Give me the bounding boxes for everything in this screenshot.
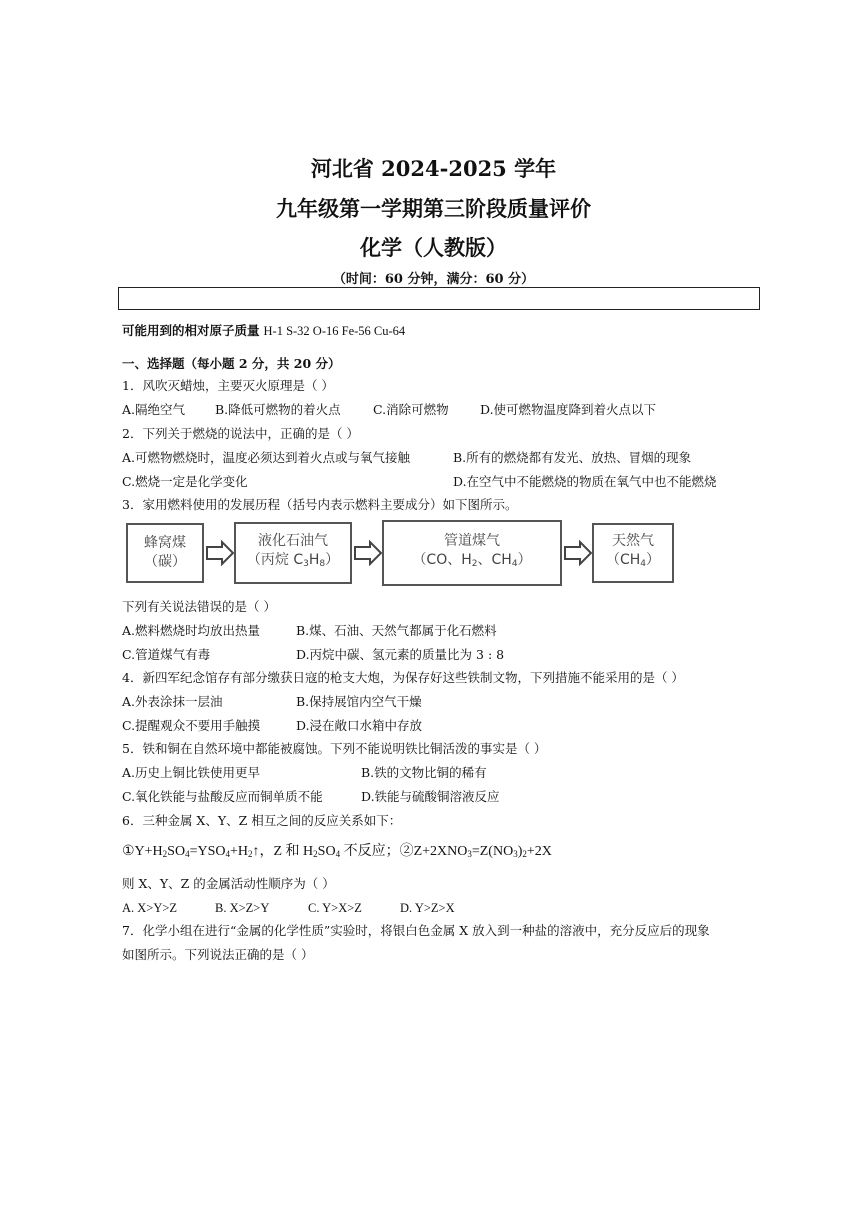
atomic-masses-values: H-1 S-32 O-16 Fe-56 Cu-64: [263, 324, 406, 338]
arrow-right-icon: [354, 540, 382, 566]
fuel-composition: $(CH_4)$: [605, 552, 661, 569]
q4-stem: 4．新四军纪念馆存有部分缴获日寇的枪支大炮，为保存好这些铁制文物，下列措施不能采用的是（ ）: [122, 670, 684, 685]
q3-option-c: C.管道煤气有毒: [122, 647, 211, 662]
q6-option-d: D. Y>Z>X: [400, 901, 455, 915]
q1-option-c: C.消除可燃物: [373, 402, 449, 417]
arrow-right-icon: [206, 540, 234, 566]
q7-stem-line2: 如图所示。下列说法正确的是（ ）: [122, 947, 314, 962]
student-info-box: [118, 287, 760, 310]
q6-sub-stem: 则 X、Y、Z 的金属活动性顺序为（ ）: [122, 876, 335, 891]
q4-option-b: B.保持展馆内空气干燥: [296, 694, 422, 709]
q3-option-d: D.丙烷中碳、氢元素的质量比为 3 : 8: [296, 647, 505, 662]
q2-option-c: C.燃烧一定是化学变化: [122, 474, 248, 489]
q3-stem: 3．家用燃料使用的发展历程（括号内表示燃料主要成分）如下图所示。: [122, 497, 518, 512]
q3-sub-stem: 下列有关说法错误的是（ ）: [122, 599, 276, 614]
q6-stem: 6．三种金属 X、Y、Z 相互之间的反应关系如下：: [122, 813, 402, 828]
q4-option-c: C.提醒观众不要用手触摸: [122, 718, 261, 733]
fuel-box-lpg: [234, 522, 352, 584]
q2-option-b: B.所有的燃烧都有发光、放热、冒烟的现象: [453, 450, 692, 465]
section-heading: 一、选择题（每小题 2 分，共 20 分）: [122, 356, 341, 371]
fuel-composition: （丙烷 $C_3H_8$）: [246, 552, 340, 569]
q4-option-d: D.浸在敞口水箱中存放: [296, 718, 423, 733]
q2-option-d: D.在空气中不能燃烧的物质在氧气中也不能燃烧: [453, 474, 717, 489]
fuel-name: 液化石油气: [258, 533, 328, 549]
exam-title-subject: 化学（人教版）: [360, 235, 507, 260]
q2-option-a: A.可燃物燃烧时，温度必须达到着火点或与氧气接触: [122, 450, 411, 465]
fuel-name: 管道煤气: [444, 533, 500, 549]
fuel-composition: （碳）: [144, 554, 186, 570]
atomic-masses-label: 可能用到的相对原子质量: [122, 323, 260, 338]
q5-option-a: A.历史上铜比铁使用更早: [122, 765, 261, 780]
fuel-name: 天然气: [612, 533, 654, 549]
fuel-box-pipe-gas: [382, 520, 562, 586]
q1-stem: 1．风吹灭蜡烛，主要灭火原理是（ ）: [122, 378, 334, 393]
exam-title-grade: 九年级第一学期第三阶段质量评价: [276, 196, 591, 221]
q1-option-d: D.使可燃物温度降到着火点以下: [480, 402, 657, 417]
q1-option-b: B.降低可燃物的着火点: [215, 402, 341, 417]
fuel-composition: （CO、$H_2$、$CH_4$）: [412, 552, 532, 569]
q6-option-b: B. X>Z>Y: [215, 901, 270, 915]
fuel-name: 蜂窝煤: [144, 535, 186, 551]
fuel-history-diagram: [126, 518, 748, 588]
q6-equations: $①Y+H_2SO_4=YSO_4+H_2↑$，Z 和 $H_2SO_4$ 不反应；$②Z+2XNO_3=Z(NO_3)_2+2X$: [122, 844, 552, 859]
q5-option-b: B.铁的文物比铜的稀有: [361, 765, 487, 780]
q7-stem-line1: 7．化学小组在进行“金属的化学性质”实验时，将银白色金属 X 放入到一种盐的溶液中，充分反应后的现象: [122, 923, 710, 938]
q3-option-b: B.煤、石油、天然气都属于化石燃料: [296, 623, 497, 638]
q5-option-c: C.氧化铁能与盐酸反应而铜单质不能: [122, 789, 323, 804]
q6-option-a: A. X>Y>Z: [122, 901, 178, 915]
fuel-box-honeycomb-coal: [126, 523, 204, 583]
arrow-right-icon: [564, 540, 592, 566]
q4-option-a: A.外表涂抹一层油: [122, 694, 223, 709]
q5-stem: 5．铁和铜在自然环境中都能被腐蚀。下列不能说明铁比铜活泼的事实是（ ）: [122, 741, 547, 756]
q2-stem: 2．下列关于燃烧的说法中，正确的是（ ）: [122, 426, 359, 441]
q6-option-c: C. Y>X>Z: [308, 901, 362, 915]
atomic-masses-line: [122, 323, 405, 339]
fuel-box-natural-gas: [592, 523, 674, 583]
exam-time-score: （时间：60 分钟，满分：60 分）: [332, 272, 535, 287]
q1-option-a: A.隔绝空气: [122, 402, 186, 417]
q3-option-a: A.燃料燃烧时均放出热量: [122, 623, 261, 638]
exam-title-region: 河北省 2024-2025 学年: [310, 156, 557, 181]
q5-option-d: D.铁能与硫酸铜溶液反应: [361, 789, 500, 804]
